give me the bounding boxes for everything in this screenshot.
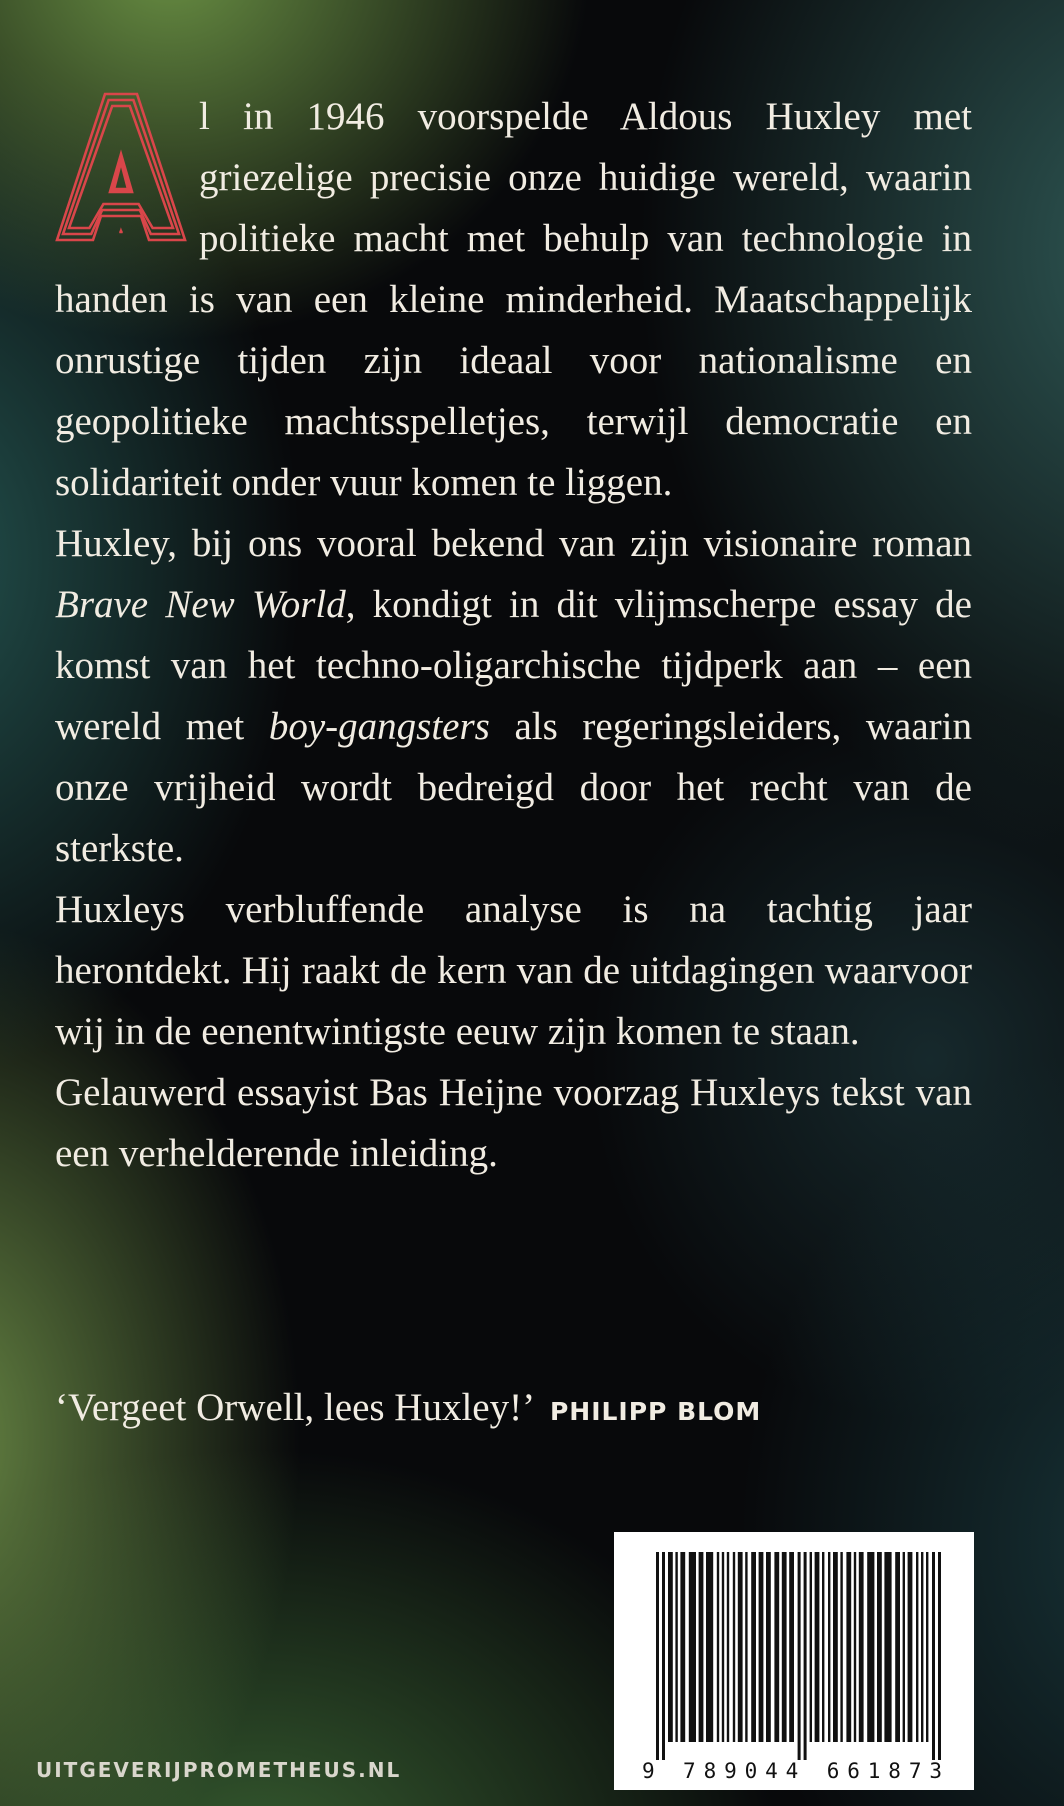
paragraph-4 xyxy=(55,1062,972,1184)
barcode-bar xyxy=(722,1552,724,1742)
barcode-bar xyxy=(859,1552,864,1742)
barcode-bar xyxy=(815,1552,820,1742)
barcode-bar xyxy=(840,1552,842,1742)
barcode-bar xyxy=(727,1552,729,1742)
barcode-bar xyxy=(895,1552,900,1742)
barcode-guard-bar xyxy=(662,1552,665,1760)
barcode-bar xyxy=(846,1552,851,1742)
text-run: Huxleys verbluffende analyse is na tachtig jaar herontdekt. Hij raakt de kern van de uitdagingen waarvoor wij in de eenentwintigste eeuw zijn komen te staan. xyxy=(55,888,972,1053)
text-run: , kondigt in dit vlijmscherpe essay de komst van het techno-oligarchische tijdperk aan – een wereld met xyxy=(55,583,972,748)
barcode-bar xyxy=(774,1552,779,1742)
barcode-bar xyxy=(884,1552,891,1742)
italic-title: Brave New World xyxy=(55,583,346,626)
barcode-bar xyxy=(828,1552,830,1742)
paragraph-2 xyxy=(55,513,972,879)
barcode-bar xyxy=(733,1552,735,1742)
barcode-bar xyxy=(738,1552,743,1742)
text-run: als regeringsleiders, waarin onze vrijheid wordt bedreigd door het recht van de sterkste. xyxy=(55,705,972,870)
endorsement-quote xyxy=(55,1383,761,1437)
barcode-guard-bar xyxy=(798,1552,801,1760)
quote-author: PHILIPP BLOM xyxy=(549,1397,762,1426)
barcode-bar xyxy=(926,1552,928,1742)
drop-cap-letter-text: A xyxy=(120,232,122,233)
barcode-bar xyxy=(921,1552,923,1742)
barcode-bar xyxy=(908,1552,913,1742)
barcode-bar xyxy=(877,1552,882,1742)
barcode-guard-bar xyxy=(938,1552,941,1760)
barcode-bar xyxy=(745,1552,747,1742)
barcode-bar xyxy=(810,1552,812,1742)
barcode-bar xyxy=(766,1552,771,1742)
text-run: Huxley, bij ons vooral bekend van zijn visionaire roman xyxy=(55,522,972,565)
barcode-bar xyxy=(854,1552,856,1742)
barcode-guard-bar xyxy=(656,1552,659,1760)
barcode-guard-bar xyxy=(932,1552,935,1760)
quote-text: ‘Vergeet Orwell, lees Huxley!’ xyxy=(55,1386,533,1429)
barcode-bar xyxy=(759,1552,764,1742)
barcode-bar xyxy=(782,1552,787,1742)
barcode-bar xyxy=(717,1552,719,1742)
barcode-bar xyxy=(680,1552,685,1742)
isbn-barcode xyxy=(614,1532,974,1790)
text-run: l in 1946 voorspelde Aldous Huxley met griezelige precisie onze huidige wereld, waarin politieke macht met behulp van technologie in handen is van een kleine minderheid. Maatschappelijk onrustige tijden zijn ideaal voor nationalisme en geopolitieke machtsspelletjes, terwijl democratie en solidariteit onder vuur komen te liggen. xyxy=(55,95,972,504)
barcode-bar xyxy=(689,1552,696,1742)
barcode-bar xyxy=(668,1552,673,1742)
barcode-bar xyxy=(706,1552,713,1742)
barcode-bar xyxy=(699,1552,704,1742)
barcode-bar xyxy=(822,1552,824,1742)
paragraph-3 xyxy=(55,879,972,1062)
paragraph-1 xyxy=(55,86,972,513)
drop-cap-letter xyxy=(55,92,187,242)
drop-cap-a-graphic xyxy=(55,92,187,242)
barcode-bar xyxy=(833,1552,838,1742)
barcode-bar xyxy=(867,1552,874,1742)
blurb-text xyxy=(55,86,972,1184)
italic-title: boy-gangsters xyxy=(268,705,490,748)
barcode-guard-bar xyxy=(804,1552,807,1760)
barcode-bar xyxy=(751,1552,756,1742)
barcode-bar xyxy=(789,1552,794,1742)
barcode-graphic xyxy=(614,1532,974,1790)
barcode-bar xyxy=(903,1552,905,1742)
barcode-bar xyxy=(916,1552,918,1742)
barcode-digits: 9 789044 661873 xyxy=(642,1759,942,1783)
publisher-website: UITGEVERIJPROMETHEUS.NL xyxy=(36,1758,402,1782)
text-run: Gelauwerd essayist Bas Heijne voorzag Huxleys tekst van een verhelderende inleiding. xyxy=(55,1071,972,1175)
barcode-bar xyxy=(675,1552,677,1742)
